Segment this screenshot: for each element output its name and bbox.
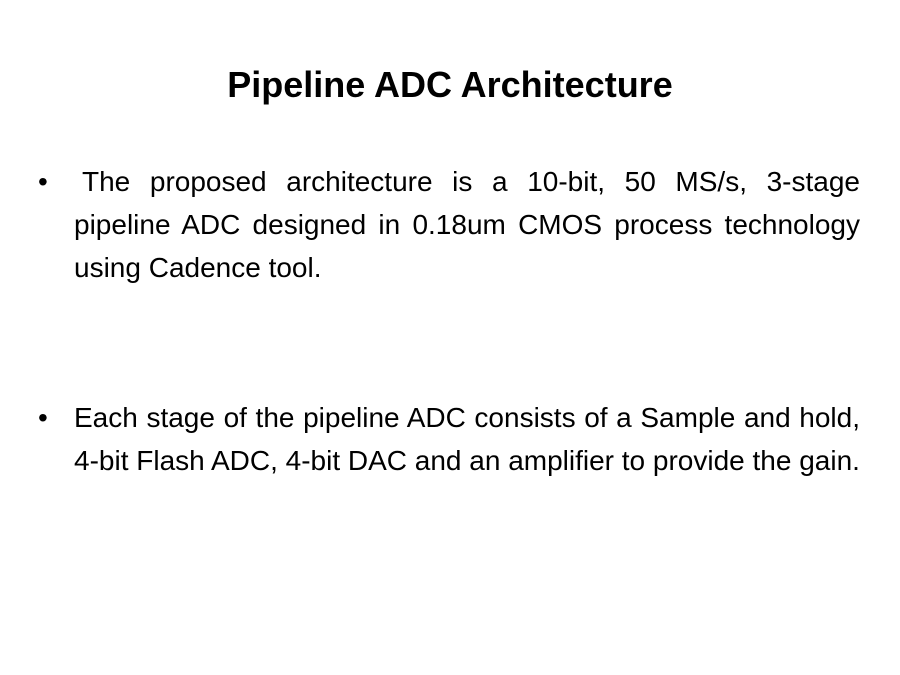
list-item — [38, 160, 860, 289]
bullet-text: Each stage of the pipeline ADC consists of a Sample and hold, 4-bit Flash ADC, 4-bit DAC and an amplifier to provide the gain. — [74, 402, 860, 476]
list-item — [38, 396, 860, 482]
bullet-dot-icon: • — [38, 166, 48, 197]
bullet-dot-icon: • — [38, 402, 48, 433]
slide-title: Pipeline ADC Architecture — [227, 64, 673, 105]
bullet-text: The proposed architecture is a 10-bit, 50 MS/s, 3-stage pipeline ADC designed in 0.18um CMOS process technology using Cadence tool. — [74, 166, 860, 283]
